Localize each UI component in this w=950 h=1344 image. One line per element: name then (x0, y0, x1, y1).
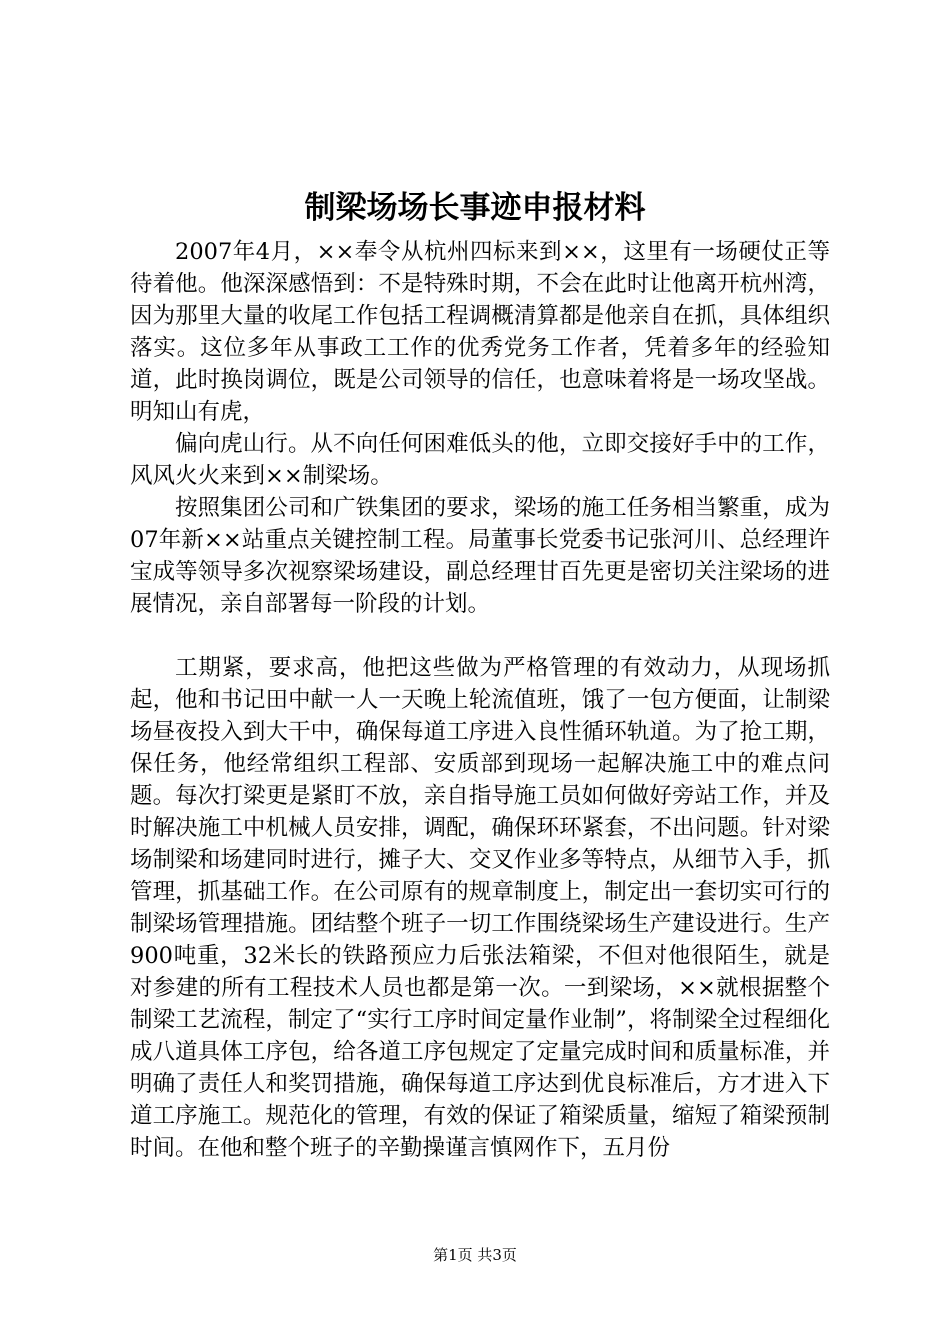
document-title: 制梁场场长事迹申报材料 (304, 190, 646, 226)
page-number-footer: 第1页 共3页 (433, 1246, 517, 1264)
paragraph: 按照集团公司和广铁集团的要求，梁场的施工任务相当繁重，成为07年新××站重点关键控制工程。局董事长党委书记张河川、总经理许宝成等领导多次视察梁场建设，副总经理甘百先更是密切关注梁场的进展情况，亲自部署每一阶段的计划。 (130, 495, 830, 617)
document-body (130, 236, 830, 1164)
paragraph: 2007年4月，××奉令从杭州四标来到××，这里有一场硬仗正等待着他。他深深感悟到：不是特殊时期，不会在此时让他离开杭州湾，因为那里大量的收尾工作包括工程调概清算都是他亲自在抓，具体组织落实。这位多年从事政工工作的优秀党务工作者，凭着多年的经验知道，此时换岗调位，既是公司领导的信任，也意味着将是一场攻坚战。明知山有虎， (130, 239, 830, 425)
paragraph: 偏向虎山行。从不向任何困难低头的他，立即交接好手中的工作，风风火火来到××制梁场。 (130, 431, 830, 489)
paragraph: 工期紧，要求高，他把这些做为严格管理的有效动力，从现场抓起，他和书记田中献一人一天晚上轮流值班，饿了一包方便面，让制梁场昼夜投入到大干中，确保每道工序进入良性循环轨道。为了抢工期，保任务，他经常组织工程部、安质部到现场一起解决施工中的难点问题。每次打梁更是紧盯不放，亲自指导施工员如何做好旁站工作，并及时解决施工中机械人员安排，调配，确保环环紧套，不出问题。针对梁场制梁和场建同时进行，摊子大、交叉作业多等特点，从细节入手，抓管理，抓基础工作。在公司原有的规章制度上，制定出一套切实可行的制梁场管理措施。团结整个班子一切工作围绕梁场生产建设进行。生产900吨重，32米长的铁路预应力后张法箱梁，不但对他很陌生，就是对参建的所有工程技术人员也都是第一次。一到梁场，××就根据整个制梁工艺流程，制定了“实行工序时间定量作业制”，将制梁全过程细化成八道具体工序包，给各道工序包规定了定量完成时间和质量标准，并明确了责任人和奖罚措施，确保每道工序达到优良标准后，方才进入下道工序施工。规范化的管理，有效的保证了箱梁质量，缩短了箱梁预制时间。在他和整个班子的辛勤操谨言慎网作下，五月份 (130, 655, 830, 1161)
